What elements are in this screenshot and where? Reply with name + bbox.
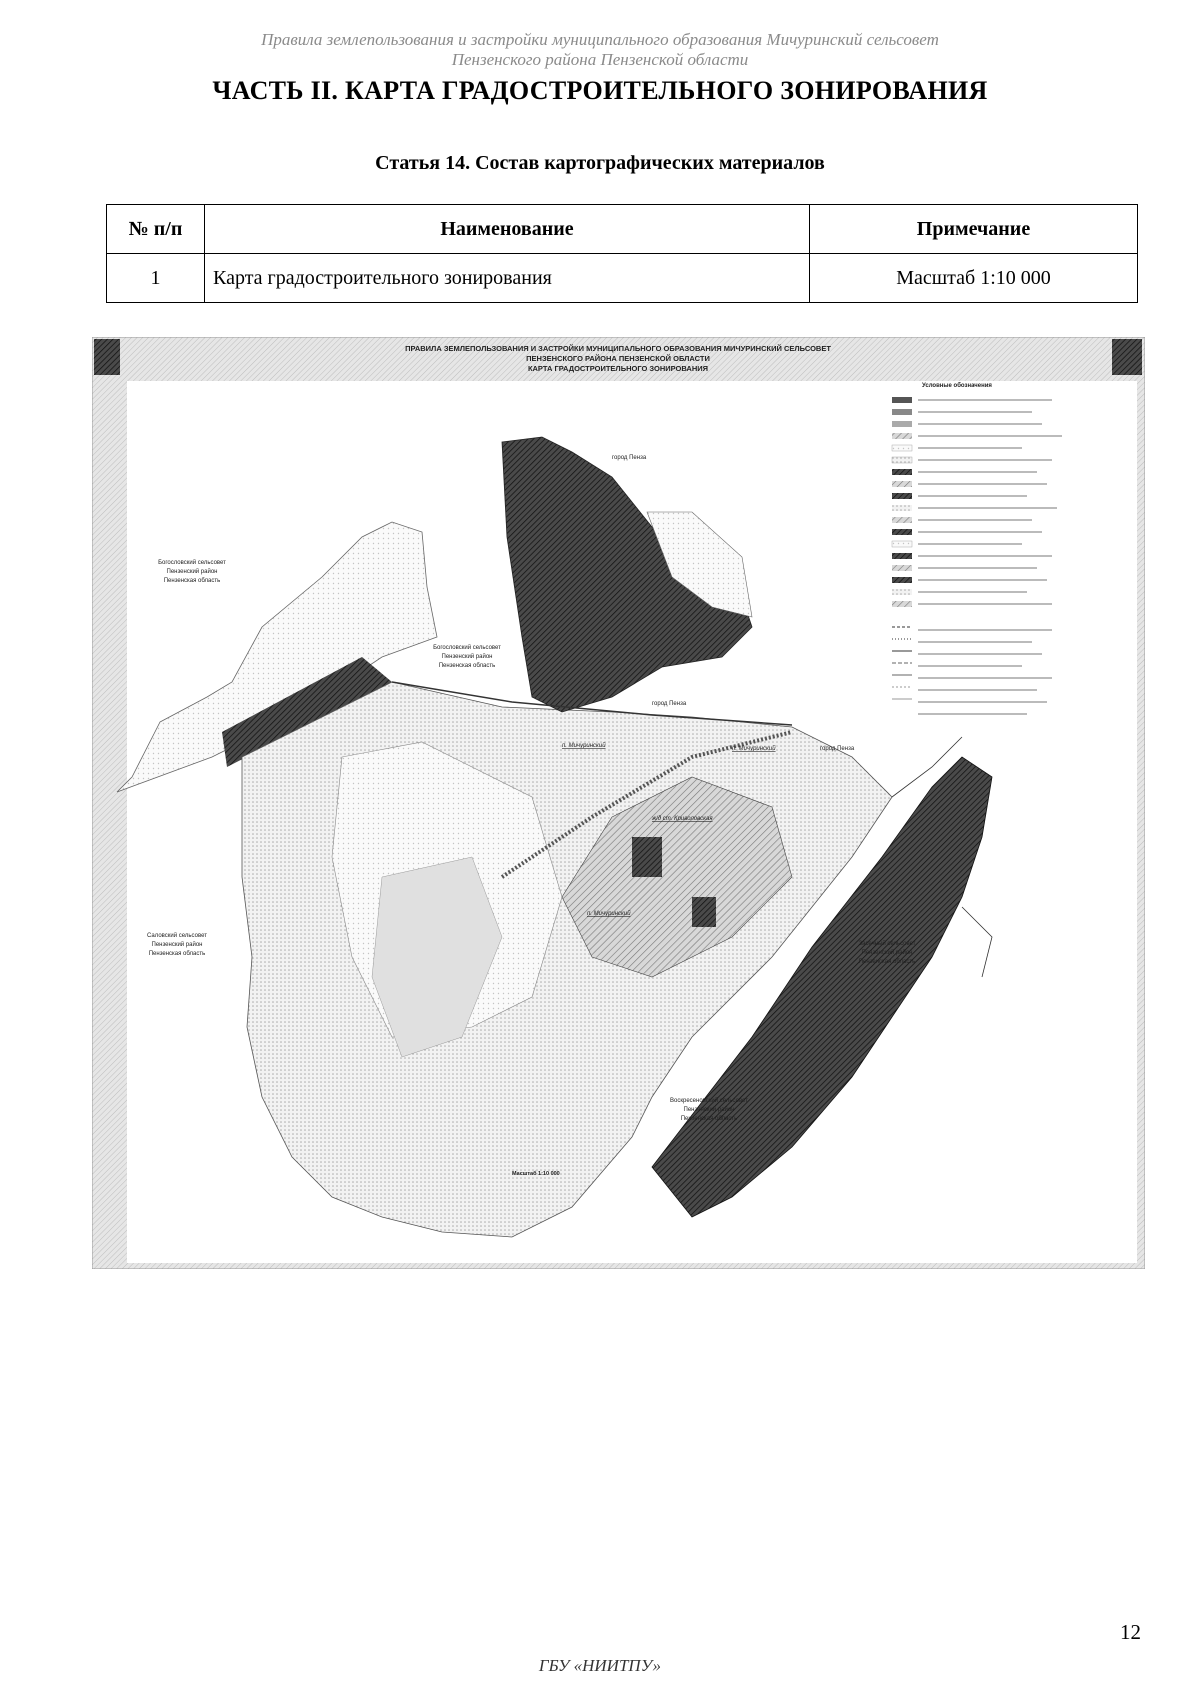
legend-swatch [892, 445, 912, 451]
label-city-right: город Пенза [820, 746, 855, 752]
zone-block-2 [692, 897, 716, 927]
legend-title: Условные обозначения [922, 383, 992, 389]
legend-swatch [892, 541, 912, 547]
running-header-line1: Правила землепользования и застройки муниципального образования Мичуринский сельсовет [261, 30, 939, 49]
label-bogoslovsky-center-1: Богословский сельсовет [433, 645, 501, 651]
legend-swatch [892, 529, 912, 535]
label-bogoslovsky-center-3: Пензенская область [438, 663, 496, 669]
legend-swatch [892, 577, 912, 583]
map-emblem-right [1112, 339, 1142, 375]
label-bogoslovsky-left-3: Пензенская область [163, 578, 221, 584]
label-city-mid: город Пенза [652, 701, 687, 707]
cell-note: Масштаб 1:10 000 [810, 254, 1138, 303]
legend-swatch [892, 469, 912, 475]
label-p-michurinsky-3: п. Мичуринский [587, 911, 631, 917]
map-title-line2: ПЕНЗЕНСКОГО РАЙОНА ПЕНЗЕНСКОЙ ОБЛАСТИ [526, 354, 710, 363]
header-name: Наименование [205, 205, 810, 254]
label-p-michurinsky-1: п. Мичуринский [562, 743, 606, 749]
label-map-scale: Масштаб 1:10 000 [512, 1171, 560, 1177]
label-zasechny-1: Засечный сельсовет [858, 941, 916, 947]
label-voskresenovsky-3: Пензенская область [680, 1116, 738, 1122]
header-number: № п/п [107, 205, 205, 254]
cell-number: 1 [107, 254, 205, 303]
materials-table [106, 204, 1138, 303]
header-note: Примечание [810, 205, 1138, 254]
map-emblem-left [94, 339, 120, 375]
label-zasechny-3: Пензенская область [858, 959, 916, 965]
label-voskresenovsky-1: Воскресеновский сельсовет [670, 1098, 748, 1104]
label-saposhsky-1: Саловский сельсовет [147, 933, 207, 939]
label-station: ж/д ст. Криволовская [652, 816, 713, 822]
legend-swatch [892, 505, 912, 511]
legend-swatch [892, 589, 912, 595]
label-bogoslovsky-left-2: Пензенский район [166, 569, 218, 575]
table-row [107, 254, 1138, 303]
cell-name: Карта градостроительного зонирования [205, 254, 810, 303]
legend-swatch [892, 493, 912, 499]
article-title: Статья 14. Состав картографических материалов [375, 152, 825, 174]
label-voskresenovsky-2: Пензенский район [683, 1107, 735, 1113]
legend-swatch [892, 553, 912, 559]
legend-swatch [892, 601, 912, 607]
legend-swatch [892, 433, 912, 439]
footer-org: ГБУ «НИИТПУ» [538, 1656, 662, 1675]
map-title-line3: КАРТА ГРАДОСТРОИТЕЛЬНОГО ЗОНИРОВАНИЯ [527, 364, 709, 373]
label-saposhsky-3: Пензенская область [148, 951, 206, 957]
label-city-top: город Пенза [612, 455, 647, 461]
legend-swatch [892, 517, 912, 523]
part-title: ЧАСТЬ II. КАРТА ГРАДОСТРОИТЕЛЬНОГО ЗОНИРОВАНИЯ [212, 76, 988, 105]
zoning-map [92, 337, 1145, 1269]
legend-swatch [892, 397, 912, 403]
table-header-row [107, 205, 1138, 254]
label-zasechny-2: Пензенский район [861, 950, 913, 956]
page-number: 12 [1120, 1620, 1141, 1644]
legend-swatch [892, 421, 912, 427]
legend-swatch [892, 409, 912, 415]
zone-block-1 [632, 837, 662, 877]
legend-swatch [892, 457, 912, 463]
legend-swatch [892, 481, 912, 487]
legend-swatch [892, 565, 912, 571]
label-bogoslovsky-center-2: Пензенский район [441, 654, 493, 660]
map-title-line1: ПРАВИЛА ЗЕМЛЕПОЛЬЗОВАНИЯ И ЗАСТРОЙКИ МУНИЦИПАЛЬНОГО ОБРАЗОВАНИЯ МИЧУРИНСКИЙ СЕЛЬСОВЕТ [405, 344, 831, 353]
label-bogoslovsky-left-1: Богословский сельсовет [158, 560, 226, 566]
label-p-michurinsky-2: п. Мичуринский [732, 746, 776, 752]
running-header-line2: Пензенского района Пензенской области [451, 50, 749, 69]
label-saposhsky-2: Пензенский район [151, 942, 203, 948]
